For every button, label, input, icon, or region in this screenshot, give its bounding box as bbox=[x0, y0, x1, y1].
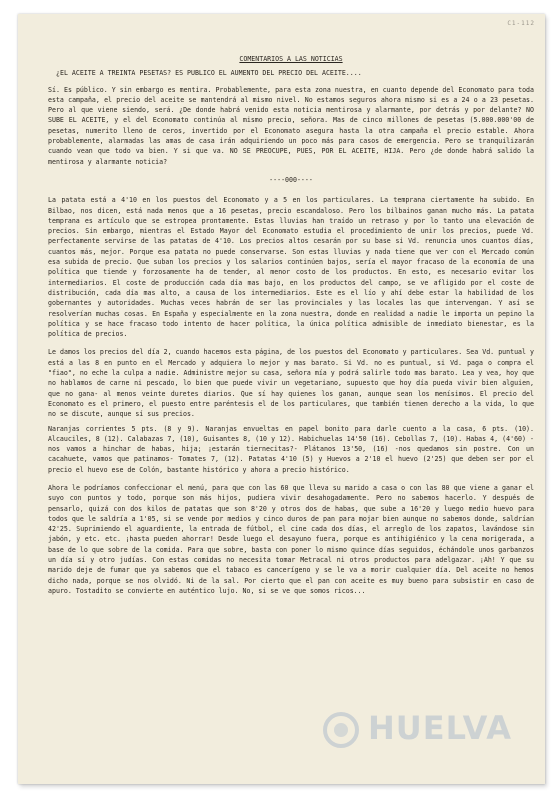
news-headline: ¿EL ACEITE A TREINTA PESETAS? ES PUBLICO EL AUMENTO DEL PRECIO DEL ACEITE.... bbox=[56, 69, 362, 78]
document-page bbox=[18, 14, 545, 784]
archive-watermark bbox=[322, 709, 532, 749]
watermark-text: HUELVA bbox=[368, 709, 512, 747]
paragraph-precios-intro: Le damos los precios del día 2, cuando hacemos esta página, de los puestos del Economato y particulares. Sea Vd. puntual y está a las 8 en punto en el Mercado y adquiera lo mejor y mas barato. Si Vd. no es puntual, si Vd. paga o compra el "fiao", no eche la culpa a nadie. Administre mejor su casa, señora mía y podrá salirle todo mas barato. Lea y vea, hoy que no hablamos de carne ni pescado, lo bien que puede vivir un vegetariano, supuesto que hoy día pueda vivir bien alguien, que no gana- al menos veinte duretes diarios. Que sí hay quienes los ganan, aunque sean los menísimos. El precio del Economato es el primero, el puesto entre paréntesis el de los particulares, que también tienen derecho a la vida, lo que no se discute, aunque sí sus precios. bbox=[48, 348, 534, 419]
paragraph-patata: La patata está a 4'10 en los puestos del Economato y a 5 en los particulares. La temprana ciertamente ha subido. En Bilbao, nos dicen, está nada menos que a 16 pesetas, precio escandaloso. Pero los bilbainos ganan mucho más. La patata temprana es artículo que se estropea prontamente. Estas lluvias han traído un retraso y por lo tanto una elevación de precios. Sin embargo, mientras el Estado Mayor del Economato estudia el procedimiento de unir los precios, puede Vd. perfectamente servirse de las patatas de 4'10. Los precios altos cesarán por su base si Vd. renuncia unos cuantos días, cuantos más, mejor. Porque esa patata no puede conservarse. Son estas lluvias y nada tiene que ver con el Mercado común esa subida de precio. Que suban los precios y los salarios continúen bajos, sería el mayor fracaso de la economía de una política que tiende y forzosamente ha de tender, al menor costo de los productos. En esto, es necesario evitar los intermediarios. El coste de producción cada día mas bajo, en los productos del campo, se ve afligido por el coste de distribución, cada día mas alto, a causa de los intermediarios. Este es el lío y ahí debe estar la habilidad de los gobernantes y autoridades. Muchas veces habrán de ser las provinciales y las locales las que intervengan. Y así se resolverían muchas cosas. En España y especialmente en la zona nuestra, donde en realidad a nadie le importa un pepino la política y se hace fracaso todo intento de hacer política, la única política admisible de inmediato bienestar, es la política de precios. bbox=[48, 196, 534, 339]
section-title: COMENTARIOS A LAS NOTICIAS bbox=[239, 55, 343, 63]
paragraph-aceite: Sí. Es público. Y sin embargo es mentira. Probablemente, para esta zona nuestra, en cuanto depende del Economato para toda esta campaña, el precio del aceite se mantendrá al mismo nivel. No estamos seguros ahora mismo si es a 24 o a 23 pesetas. Pero al que viene siendo, será. ¿De donde habrá venido esta noticia mentirosa y alarmante, por detrás y por delante? NO SUBE EL ACEITE, y el del Economato continúa al mismo precio, señora. Mas de cinco millones de pesetas (5.000.000'00 de pesetas, numerito lleno de ceros, invertido por el Economato asegura hasta la otra campaña el precio estable. Ahora probablemente, alarmadas las amas de casa irán adquiriendo un poco más para casos de emergencia. Pero se tranquilizarán cuando vean que todo va bien. Y si que va. NO SE PREOCUPE, PUES, POR EL ACEITE, HIJA. Pero ¿de donde habrá salido la mentirosa y alarmante noticia? bbox=[48, 85, 534, 166]
section-divider: ----000---- bbox=[269, 175, 313, 184]
page-mark: C1-112 bbox=[507, 20, 535, 27]
paragraph-menu: Ahora le podríamos confeccionar el menú, para que con las 60 que lleva su marido a casa o con las 80 que viene a ganar el suyo con puntos y todo, porque son más hijos, pudiera vivir desahogadamente. Pero no sabemos hacerlo. Y después de pensarlo, quizá con dos kilos de patatas que son 8'20 y otros dos de habas, que sube a 16'20 y luego medio huevo para todos que le saldría a 1'05, si se vende por medios y cinco duros de pan para mojar bien aunque no sabemos donde, saldrían 42'25. Suprimiendo el aguardiente, la entrada de fútbol, el cine cada dos días, el arreglo de los zapatos, lavándose sin jabón, y etc. etc. ¡hasta pueden ahorrar! Desde luego el desayuno fuera, porque es antihigiénico y la cena morigerada, a base de lo que sobre de la comida. Para que sobre, basta con poner lo mismo quince días seguidos, échándole unos garbanzos un día sí y otro judías. Con estas comidas no necesita tomar Metracal ni otros productos para adelgazar. ¡Ah! Y que su marido deje de fumar que ya sabemos que el tabaco es cancerígeno y se le va a morir cualquier día. Del aceite no hemos dicho nada, porque se nos olvidó. Ni de la sal. Por cierto que el pan con aceite es muy bueno para subsistir en caso de apuro. Tostadito se convierte en auténtico lujo. No, si se ve que somos ricos... bbox=[48, 483, 534, 595]
paragraph-precios-lista: Naranjas corrientes 5 pts. (8 y 9). Naranjas envueltas en papel bonito para darle cuento a la casa, 6 pts. (10). Alcauciles, 8 (12). Calabazas 7, (10), Guisantes 8, (10 y 12). Habichuelas 14'50 (16). Cebollas 7, (10). Habas 4, (4'60) -nos vamos a hinchar de habas, hija; ¡estarán tiernecitas?- Plátanos 13'50, (16) -nos quedamos sin postre. Con un cacahuete, vamos que patinamos- Tomates 7, (12). Patatas 4'10 (5) y Huevos a 2'10 el huevo (2'25) que deben ser por el precio el huevo ese de Colón, bastante histórico y ahora a precio histórico. bbox=[48, 424, 534, 474]
document-body bbox=[48, 54, 534, 604]
seal-icon bbox=[322, 711, 360, 749]
